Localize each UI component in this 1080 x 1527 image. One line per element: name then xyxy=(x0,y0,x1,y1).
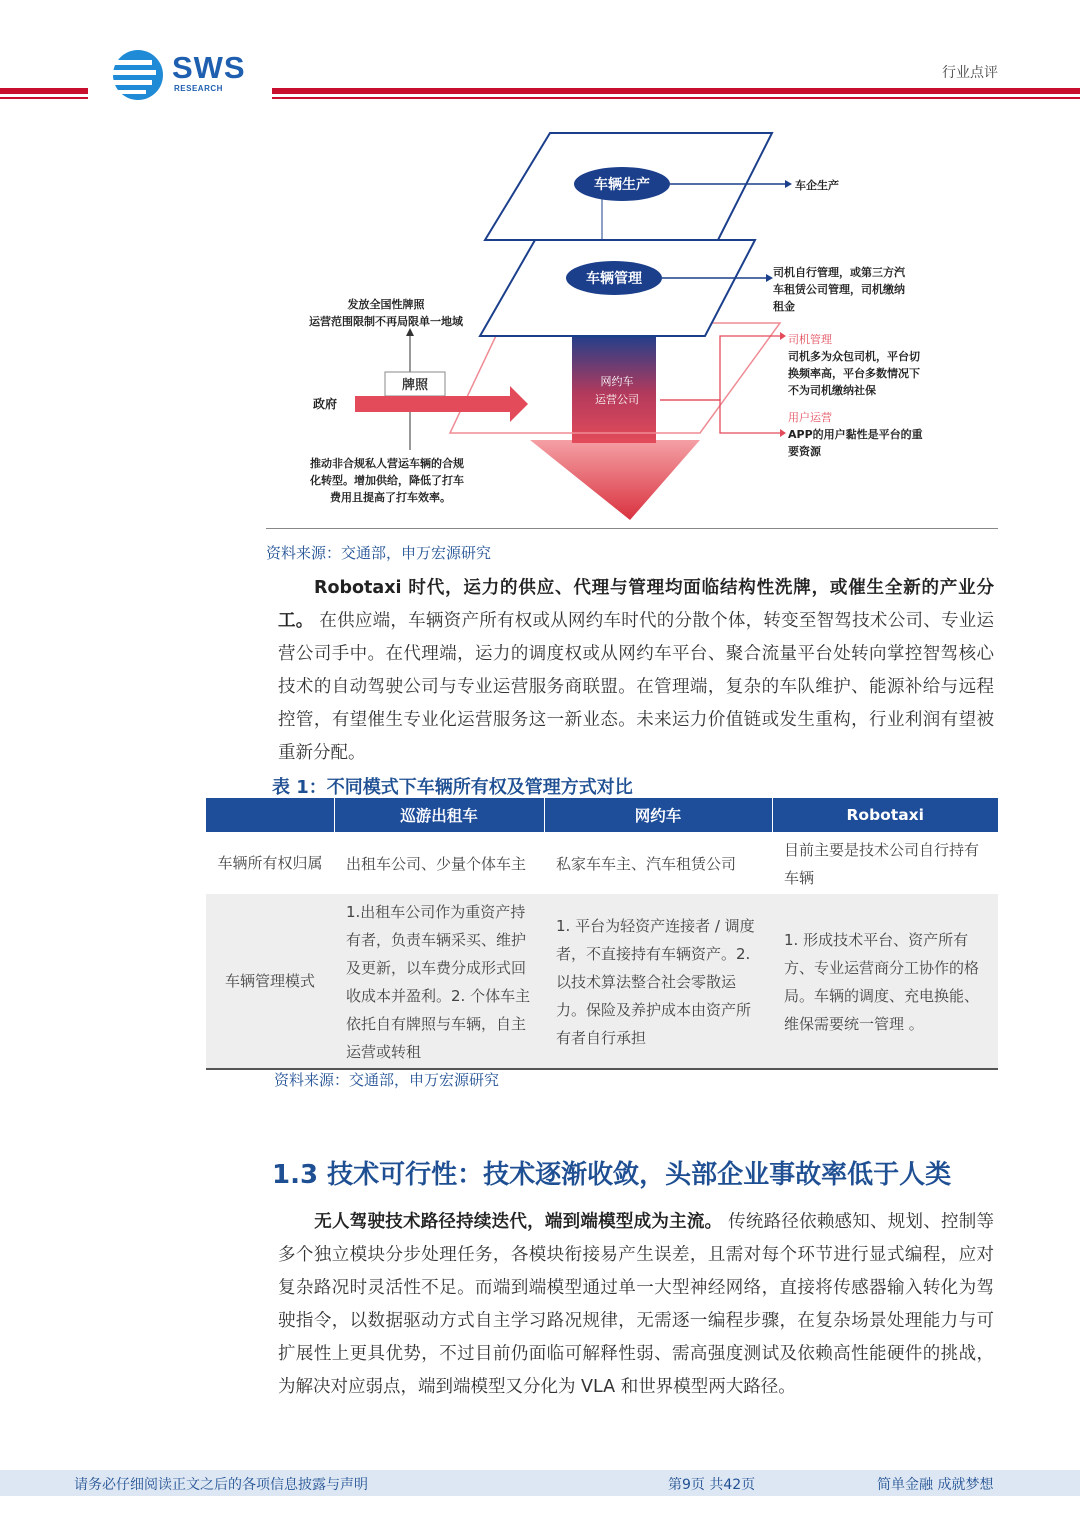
license-top-text-1: 发放全国性牌照 xyxy=(347,298,425,311)
paragraph-robotaxi-lead: Robotaxi 时代，运力的供应、代理与管理均面临结构性洗牌，或催生全新的产业分工。 xyxy=(278,578,994,631)
down-arrow-shape xyxy=(530,440,700,520)
right-mid-text-1: 司机自行管理，或第三方汽 xyxy=(773,266,905,279)
table-row xyxy=(206,894,998,1069)
header-rule-right-thin xyxy=(272,97,1080,99)
table-row xyxy=(206,832,998,894)
paragraph-end-to-end-body: 传统路径依赖感知、规划、控制等多个独立模块分步处理任务，各模块衔接易产生误差，且需对每个环节进行显式编程，应对复杂路况时灵活性不足。而端到端模型通过单一大型神经网络，直接将传感器输入转化为驾驶指令，以数据驱动方式自主学习路况规律，无需逐一编程步骤，在复杂场景处理能力与可扩展性上更具优势，不过目前仍面临可解释性弱、需高强度测试及依赖高性能硬件的挑战，为解决对应弱点，端到端模型又分化为 VLA 和世界模型两大路径。 xyxy=(278,1212,994,1397)
sws-globe-icon xyxy=(112,48,168,104)
industry-structure-diagram xyxy=(280,128,980,528)
right-mid-text-3: 租金 xyxy=(773,300,795,313)
layer-top-label: 车辆生产 xyxy=(594,177,650,193)
table-header-robotaxi: Robotaxi xyxy=(772,798,998,832)
right-mid-text-2: 车租赁公司管理，司机缴纳 xyxy=(773,283,905,296)
table-header-ridehailing: 网约车 xyxy=(544,798,772,832)
table-cell: 1.出租车公司作为重资产持有者，负责车辆采买、维护及更新，以车费分成形式回收成本并盈利。2. 个体车主依托自有牌照与车辆，自主运营或转租 xyxy=(334,894,544,1069)
table-header-taxi: 巡游出租车 xyxy=(334,798,544,832)
logo-text: SWS xyxy=(172,50,246,85)
table-title: 表 1：不同模式下车辆所有权及管理方式对比 xyxy=(272,777,633,798)
layer-bottom-label-2: 运营公司 xyxy=(595,393,639,406)
license-top-text-2: 运营范围限制不再局限单一地域 xyxy=(309,315,463,328)
table-cell: 1. 平台为轻资产连接者 / 调度者，不直接持有车辆资产。2. 以技术算法整合社会零散运力。保险及养护成本由资产所有者自行承担 xyxy=(544,894,772,1069)
license-label: 牌照 xyxy=(401,378,429,393)
table-cell: 目前主要是技术公司自行持有车辆 xyxy=(772,832,998,894)
user-ops-text-2: 要资源 xyxy=(788,445,821,458)
table-cell: 出租车公司、少量个体车主 xyxy=(334,832,544,894)
page-footer xyxy=(0,1470,1080,1496)
header-rule-right xyxy=(272,88,1080,94)
bottom-left-text-2: 化转型。增加供给，降低了打车 xyxy=(310,474,464,487)
header-rule-left-thin xyxy=(0,97,88,99)
bottom-left-text-1: 推动非合规私人营运车辆的合规 xyxy=(310,457,464,470)
section-title: 1.3 技术可行性：技术逐渐收敛，头部企业事故率低于人类 xyxy=(272,1160,952,1190)
paragraph-end-to-end xyxy=(278,1206,994,1404)
logo-subtext: RESEARCH xyxy=(174,84,223,93)
driver-mgmt-text-1: 司机多为众包司机，平台切 xyxy=(788,350,920,363)
operator-pillar xyxy=(572,333,656,443)
driver-mgmt-text-3: 不为司机缴纳社保 xyxy=(788,384,876,397)
table-header-blank xyxy=(206,798,334,832)
driver-mgmt-text-2: 换频率高，平台多数情况下 xyxy=(788,367,920,380)
table-cell: 私家车车主、汽车租赁公司 xyxy=(544,832,772,894)
sws-logo xyxy=(112,48,262,104)
right-top-text: 车企生产 xyxy=(795,179,839,192)
table-source: 资料来源：交通部，申万宏源研究 xyxy=(274,1071,500,1089)
layer-bottom-label-1: 网约车 xyxy=(600,375,634,388)
footer-slogan: 简单金融 成就梦想 xyxy=(877,1477,994,1493)
header-rule-left xyxy=(0,88,88,94)
footer-disclaimer: 请务必仔细阅读正文之后的各项信息披露与声明 xyxy=(74,1477,368,1493)
row-label-management: 车辆管理模式 xyxy=(206,894,334,1069)
row-label-ownership: 车辆所有权归属 xyxy=(206,832,334,894)
paragraph-robotaxi-body: 在供应端，车辆资产所有权或从网约车时代的分散个体，转变至智驾技术公司、专业运营公司手中。在代理端，运力的调度权或从网约车平台、聚合流量平台处转向掌控智驾核心技术的自动驾驶公司与专业运营服务商联盟。在管理端，复杂的车队维护、能源补给与远程控管，有望催生专业化运营服务这一新业态。未来运力价值链或发生重构，行业利润有望被重新分配。 xyxy=(278,611,994,763)
user-ops-title: 用户运营 xyxy=(788,411,832,424)
figure-divider xyxy=(266,528,998,529)
report-category: 行业点评 xyxy=(942,65,998,81)
driver-mgmt-title: 司机管理 xyxy=(788,333,832,346)
footer-page-number: 第9页 共42页 xyxy=(668,1477,756,1493)
bottom-left-text-3: 费用且提高了打车效率。 xyxy=(330,491,451,504)
layer-mid-label: 车辆管理 xyxy=(586,271,642,287)
comparison-table xyxy=(206,798,998,1070)
table-cell: 1. 形成技术平台、资产所有方、专业运营商分工协作的格局。车辆的调度、充电换能、维保需要统一管理 。 xyxy=(772,894,998,1069)
paragraph-end-to-end-lead: 无人驾驶技术路径持续迭代，端到端模型成为主流。 xyxy=(314,1212,723,1232)
user-ops-text-1: APP的用户黏性是平台的重 xyxy=(788,428,923,441)
table-header-row xyxy=(206,798,998,832)
government-label: 政府 xyxy=(313,397,338,411)
paragraph-robotaxi xyxy=(278,572,994,770)
figure-source: 资料来源：交通部，申万宏源研究 xyxy=(266,544,492,562)
